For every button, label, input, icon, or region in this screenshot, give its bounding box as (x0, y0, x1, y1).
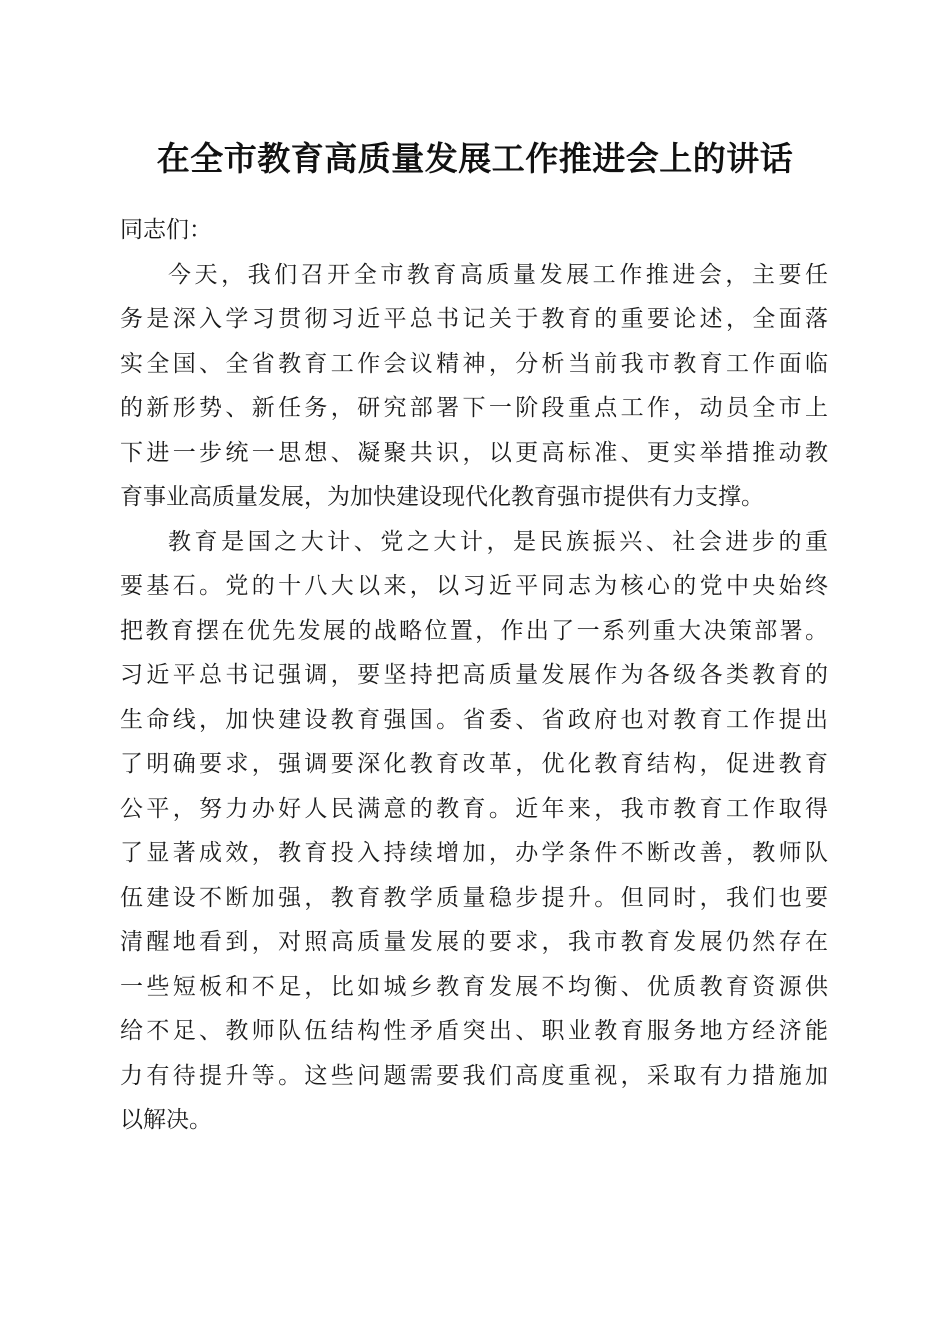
paragraph-line: 教育是国之大计、党之大计，是民族振兴、社会进步的重 (168, 528, 828, 555)
paragraph-line: 今天，我们召开全市教育高质量发展工作推进会，主要任 (168, 261, 828, 288)
paragraph-line: 以解决。 (120, 1107, 212, 1133)
paragraph-line: 一些短板和不足，比如城乡教育发展不均衡、优质教育资源供 (120, 973, 828, 1000)
paragraph-line: 务是深入学习贯彻习近平总书记关于教育的重要论述，全面落 (120, 306, 828, 332)
paragraph-2 (120, 520, 828, 1143)
paragraph-line: 生命线，加快建设教育强国。省委、省政府也对教育工作提出 (120, 706, 828, 733)
salutation: 同志们： (120, 217, 212, 243)
paragraph-line: 要基石。党的十八大以来，以习近平同志为核心的党中央始终 (120, 573, 828, 599)
paragraph-line: 实全国、全省教育工作会议精神，分析当前我市教育工作面临 (120, 350, 828, 377)
paragraph-line: 了明确要求，强调要深化教育改革，优化教育结构，促进教育 (120, 751, 828, 777)
paragraph-line: 的新形势、新任务，研究部署下一阶段重点工作，动员全市上 (120, 395, 828, 421)
paragraph-line: 力有待提升等。这些问题需要我们高度重视，采取有力措施加 (120, 1062, 828, 1089)
paragraph-line: 把教育摆在优先发展的战略位置，作出了一系列重大决策部署。 (120, 617, 828, 644)
paragraph-line: 公平，努力办好人民满意的教育。近年来，我市教育工作取得 (120, 795, 828, 822)
paragraph-line: 给不足、教师队伍结构性矛盾突出、职业教育服务地方经济能 (120, 1018, 828, 1044)
paragraph-line: 育事业高质量发展，为加快建设现代化教育强市提供有力支撑。 (120, 484, 764, 510)
paragraph-line: 下进一步统一思想、凝聚共识，以更高标准、更实举措推动教 (120, 439, 828, 466)
document-body (120, 208, 828, 1143)
paragraph-line: 了显著成效，教育投入持续增加，办学条件不断改善，教师队 (120, 840, 828, 866)
paragraph-line: 伍建设不断加强，教育教学质量稳步提升。但同时，我们也要 (120, 884, 828, 911)
paragraph-line: 清醒地看到，对照高质量发展的要求，我市教育发展仍然存在 (120, 929, 828, 955)
paragraph-1 (120, 253, 828, 520)
document-title: 在全市教育高质量发展工作推进会上的讲话 (156, 139, 794, 178)
paragraph-line: 习近平总书记强调，要坚持把高质量发展作为各级各类教育的 (120, 662, 828, 688)
